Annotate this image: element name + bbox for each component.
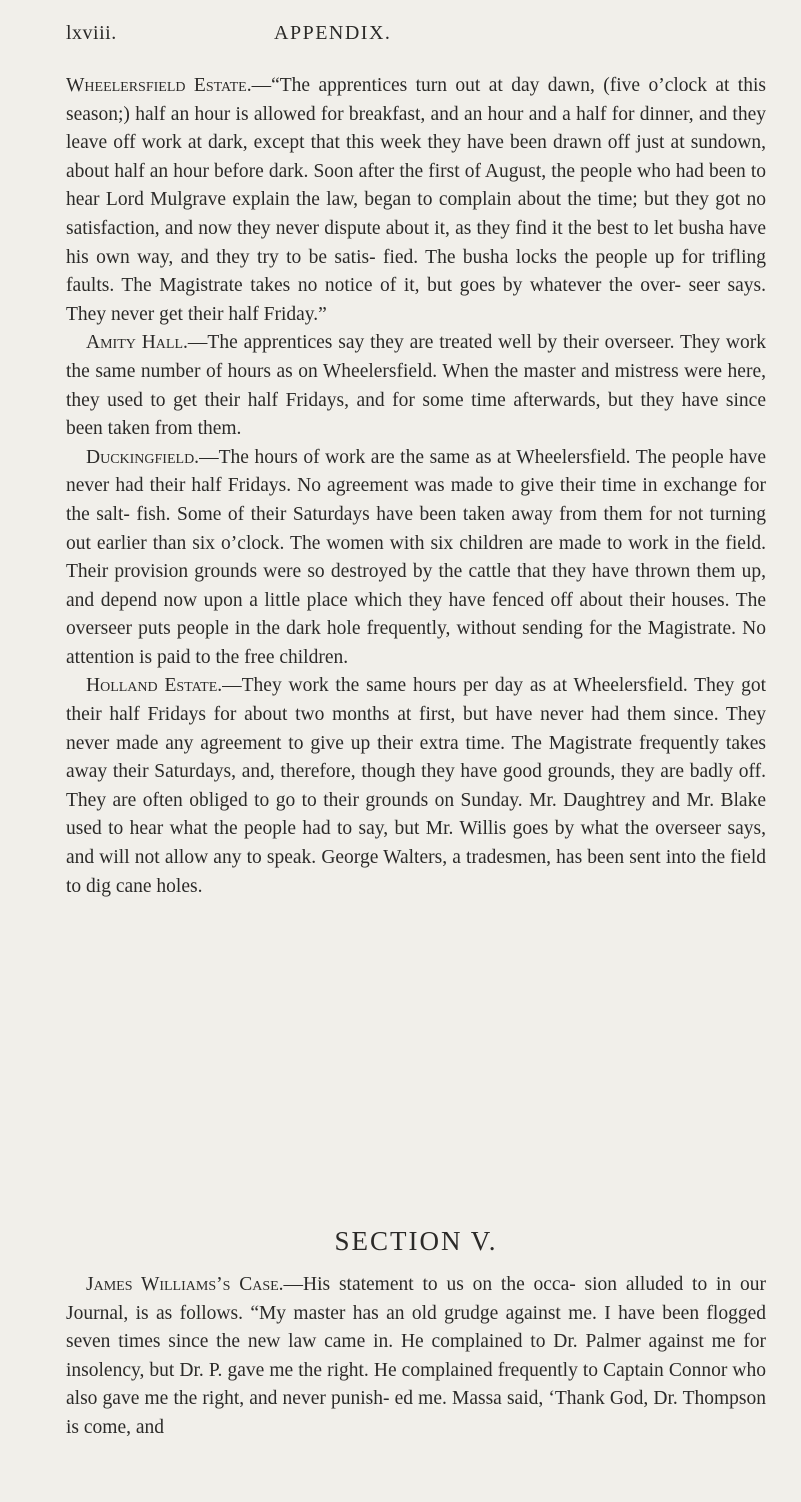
body-text xyxy=(66,72,766,901)
paragraph-holland-estate xyxy=(66,672,766,901)
paragraph-text: —They work the same hours per day as at Wheelersfield. They got their half Fridays for about two months at first, but have never had them since. They never made any agreement to give up their extra time. The Magistrate frequently takes away their Saturdays, and, therefore, though they have good grounds, they are badly off. They are often obliged to go to their grounds on Sunday. Mr. Daughtrey and Mr. Blake used to hear what the people had to say, but Mr. Willis goes by what the overseer says, and will not allow any to speak. George Walters, a tradesmen, has been sent into the field to dig cane holes. xyxy=(66,675,766,897)
paragraph-text: —“The apprentices turn out at day dawn, (five o’clock at this season;) half an hour is allowed for breakfast, and an hour and a half for dinner, and they leave off work at dark, except that this week they have been drawn off just at sundown, about half an hour before dark. Soon after the first of August, the people who had been to hear Lord Mulgrave explain the law, began to complain about the time; but they got no satisfaction, and now they never dispute about it, as they find it the best to let busha have his own way, and they try to be satis- fied. The busha locks the people up for trifling faults. The Magistrate takes no notice of it, but goes by whatever the over- seer says. They never get their half Friday.” xyxy=(66,75,766,325)
paragraph-text: —His statement to us on the occa- sion alluded to in our Journal, is as follows. “My master has an old grudge against me. I have been flogged seven times since the new law came in. He complained to Dr. Palmer against me for insolency, but Dr. P. gave me the right. He complained frequently to Captain Connor who also gave me the right, and never punish- ed me. Massa said, ‘Thank God, Dr. Thompson is come, and xyxy=(66,1274,767,1438)
paragraph-lead: Holland Estate. xyxy=(86,675,223,697)
section-body-text xyxy=(66,1271,766,1443)
paragraph-text: —The hours of work are the same as at Wheelersfield. The people have never had their half Fridays. No agreement was made to give their time in exchange for the salt- fish. Some of their Saturdays have been taken away from them for not turning out earlier than six o’clock. The women with six children are made to work in the field. Their provision grounds were so destroyed by the cattle that they have thrown them up, and depend now upon a little place which they have fenced off about their houses. The overseer puts people in the dark hole frequently, without sending for the Magistrate. No attention is paid to the free children. xyxy=(66,446,766,668)
paragraph-james-williams xyxy=(66,1271,766,1443)
paragraph-text: —The apprentices say they are treated well by their overseer. They work the same number of hours as on Wheelersfield. When the master and mistress were here, they used to get their half Fridays, and for some time afterwards, but they have since been taken from them. xyxy=(66,332,766,440)
paragraph-wheelersfield xyxy=(66,72,766,329)
section-heading: SECTION V. xyxy=(334,1226,498,1256)
paragraph-lead: Wheelersfield Estate. xyxy=(66,75,252,96)
paragraph-amity-hall xyxy=(66,329,766,443)
paragraph-lead: James Williams’s Case. xyxy=(86,1274,284,1295)
page-number: lxviii. xyxy=(66,22,117,44)
paragraph-lead: Duckingfield. xyxy=(86,446,200,468)
paragraph-lead: Amity Hall. xyxy=(86,332,188,354)
paragraph-duckingfield xyxy=(66,444,766,673)
running-title: APPENDIX. xyxy=(274,22,392,44)
